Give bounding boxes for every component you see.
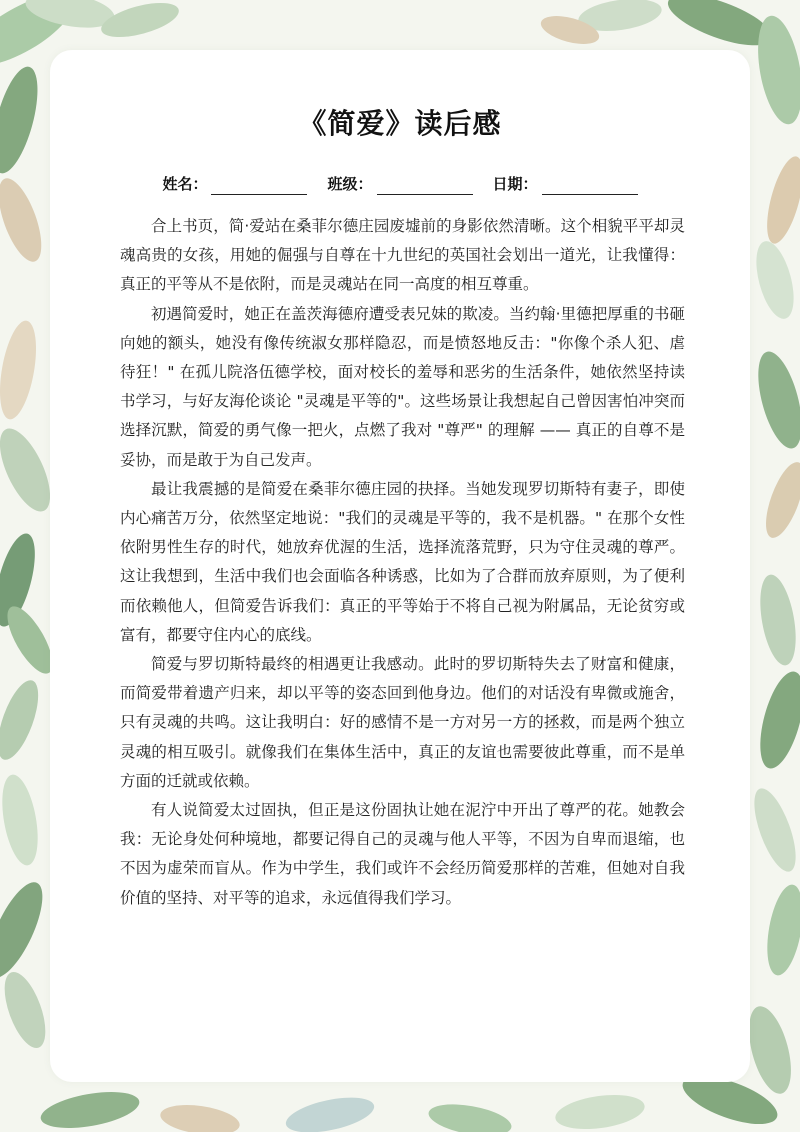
class-label: 班级： (327, 175, 373, 193)
class-blank-line (377, 178, 473, 195)
date-label: 日期： (492, 175, 538, 193)
essay-body (120, 212, 685, 913)
student-info-row (0, 173, 800, 195)
name-blank-line (211, 178, 307, 195)
paragraph-1: 合上书页，简·爱站在桑菲尔德庄园废墟前的身影依然清晰。这个相貌平平却灵魂高贵的女孩，用她的倔强与自尊在十九世纪的英国社会划出一道光，让我懂得：真正的平等从不是依附，而是灵魂站在同一高度的相互尊重。 (120, 217, 685, 294)
date-blank-line (542, 178, 638, 195)
paragraph-2: 初遇简爱时，她正在盖茨海德府遭受表兄妹的欺凌。当约翰·里德把厚重的书砸向她的额头，她没有像传统淑女那样隐忍，而是愤怒地反击："你像个杀人犯、虐待狂！" 在孤儿院洛伍德学校，面对校长的羞辱和恶劣的生活条件，她依然坚持读书学习，与好友海伦谈论 "灵魂是平等的"。这些场景让我想起自己曾因害怕冲突而选择沉默，简爱的勇气像一把火，点燃了我对 "尊严" 的理解 —— 真正的自尊不是妥协，而是敢于为自己发声。 (120, 304, 685, 469)
page-title: 《简爱》读后感 (298, 107, 502, 140)
name-label: 姓名： (162, 175, 208, 193)
date-field (493, 173, 638, 195)
paragraph-4: 简爱与罗切斯特最终的相遇更让我感动。此时的罗切斯特失去了财富和健康，而简爱带着遗产归来，却以平等的姿态回到他身边。他们的对话没有卑微或施舍，只有灵魂的共鸣。这让我明白：好的感情不是一方对另一方的拯救，而是两个独立灵魂的相互吸引。就像我们在集体生活中，真正的友谊也需要彼此尊重，而不是单方面的迁就或依赖。 (120, 655, 685, 790)
paragraph-5: 有人说简爱太过固执，但正是这份固执让她在泥泞中开出了尊严的花。她教会我：无论身处何种境地，都要记得自己的灵魂与他人平等，不因为自卑而退缩，也不因为虚荣而盲从。作为中学生，我们或许不会经历简爱那样的苦难，但她对自我价值的坚持、对平等的追求，永远值得我们学习。 (120, 801, 685, 907)
name-field (162, 173, 307, 195)
paragraph-3: 最让我震撼的是简爱在桑菲尔德庄园的抉择。当她发现罗切斯特有妻子，即使内心痛苦万分，依然坚定地说："我们的灵魂是平等的，我不是机器。" 在那个女性依附男性生存的时代，她放弃优渥的生活，选择流落荒野，只为守住灵魂的尊严。这让我想到，生活中我们也会面临各种诱惑，比如为了合群而放弃原则，为了便利而依赖他人，但简爱告诉我们：真正的平等始于不将自己视为附属品，无论贫穷或富有，都要守住内心的底线。 (120, 479, 685, 644)
class-field (327, 173, 472, 195)
